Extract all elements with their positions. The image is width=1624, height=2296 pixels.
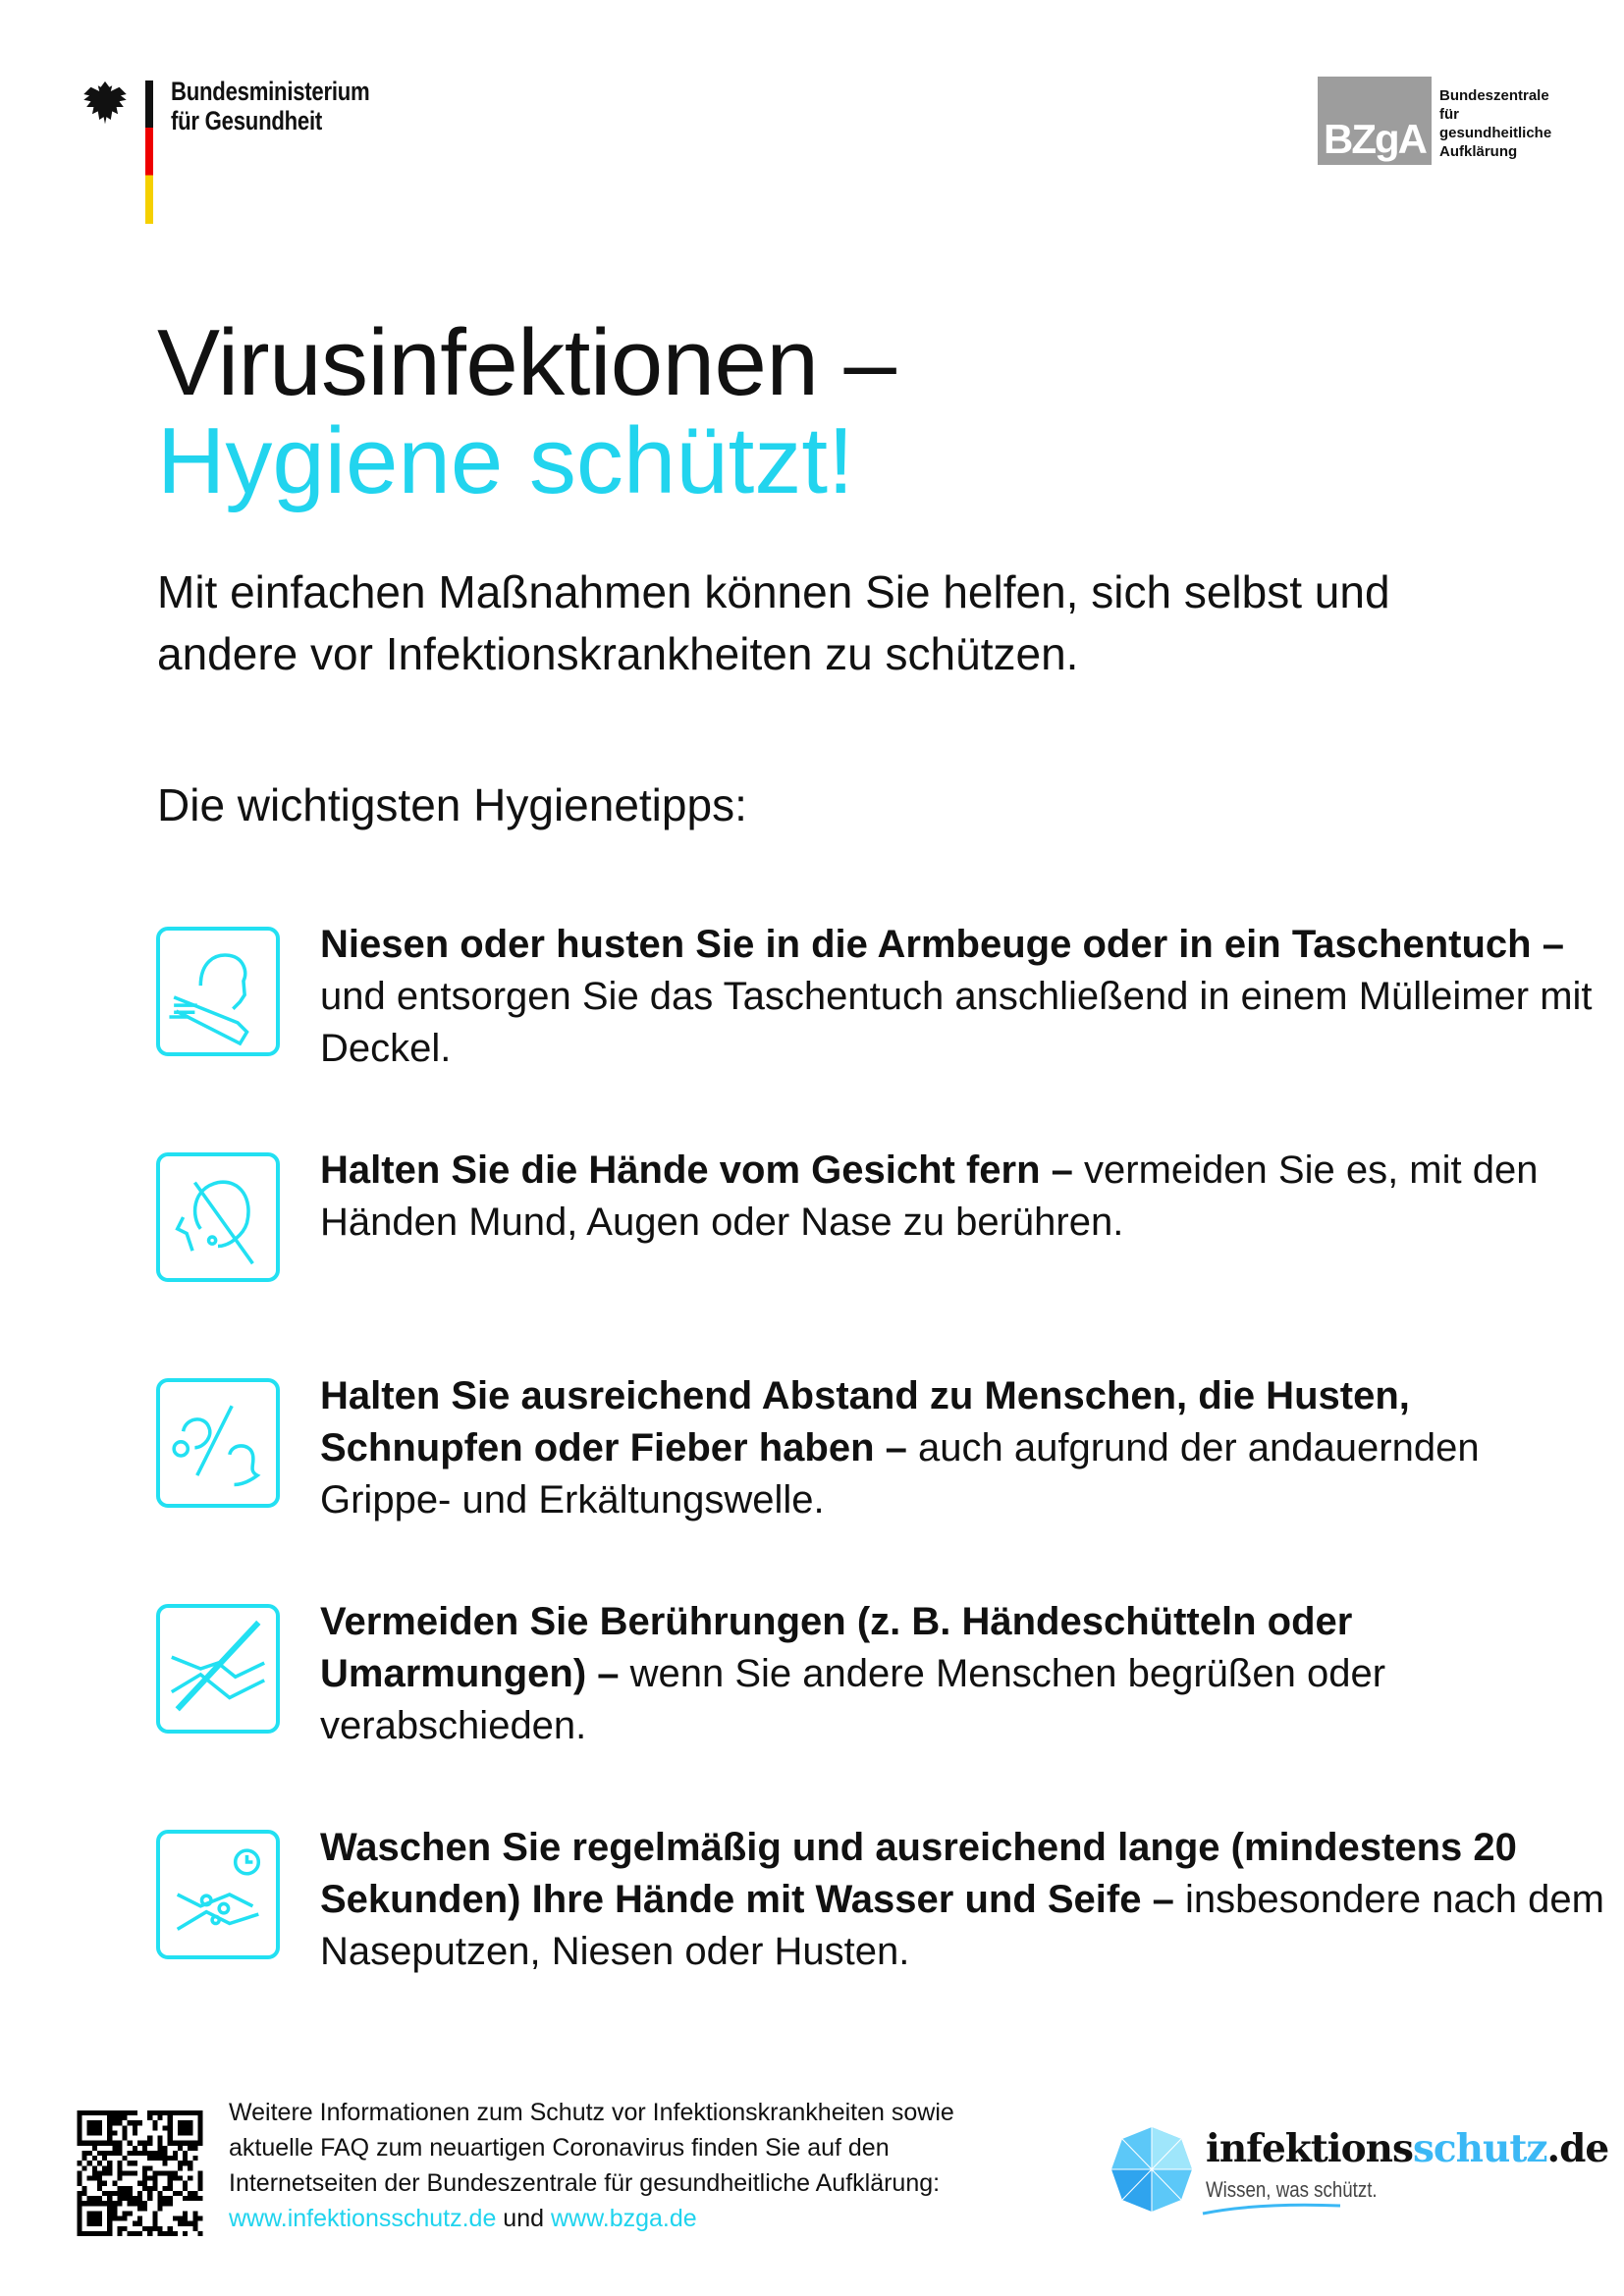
footer-text: Weitere Informationen zum Schutz vor Infektionskrankheiten sowie aktuelle FAQ zum neuartigen Coronavirus finden Sie auf den Internetseiten der Bundeszentrale für gesundheitliche Aufklärung: [229,2099,954,2197]
link-infektionsschutz[interactable]: www.infektionsschutz.de [229,2205,497,2232]
tip-item [156,1148,1539,1290]
tip-item [156,1826,1604,1973]
bzga-line: Aufklärung [1439,143,1518,160]
tip-item [156,1600,1531,1747]
link-bzga[interactable]: www.bzga.de [550,2205,697,2232]
bmg-line1: Bundesministerium [171,77,370,106]
title-line2: Hygiene schützt! [157,408,854,513]
keep-distance-icon [156,1378,280,1508]
bzga-logo-text [1439,86,1551,161]
bzga-line: gesundheitliche [1439,125,1552,141]
bzga-line: Bundeszentrale [1439,87,1549,104]
bzga-line: für [1439,106,1459,123]
tip-item [156,923,1593,1070]
logo-tagline: Wissen, was schützt. [1206,2177,1378,2202]
infektionsschutz-wordmark: infektionsschutz.de [1206,2126,1609,2171]
federal-eagle-icon [77,79,134,135]
bmg-logo-text [171,77,370,135]
tip-text: Halten Sie die Hände vom Gesicht fern – vermeiden Sie es, mit den Händen Mund, Augen oder Nase zu berühren. [320,1148,1539,1244]
umbrella-icon [1108,2125,1196,2214]
footer-and: und [496,2205,551,2232]
no-face-touch-icon [156,1152,280,1282]
bzga-mark: BZgA [1324,116,1426,162]
bzga-logo [1318,77,1432,165]
tip-text: Waschen Sie regelmäßig und ausreichend lange (mindestens 20 Sekunden) Ihre Hände mit Wasser und Seife – insbesondere nach dem Naseputzen, Niesen oder Husten. [320,1826,1604,1973]
tip-text: Niesen oder husten Sie in die Armbeuge oder in ein Taschentuch – und entsorgen Sie das Taschentuch anschließend in einem Mülleimer mit Deckel. [320,923,1593,1070]
tip-item [156,1374,1531,1522]
title-line1: Virusinfektionen – [157,310,896,415]
intro-text: Mit einfachen Maßnahmen können Sie helfen, sich selbst und andere vor Infektionskrankheiten zu schützen. [157,566,1390,679]
german-flag-stripe [145,80,153,224]
tips-heading: Die wichtigsten Hygienetipps: [157,779,747,830]
qr-code[interactable] [77,2110,203,2236]
tip-text: Halten Sie ausreichend Abstand zu Menschen, die Husten, Schnupfen oder Fieber haben – auch aufgrund der andauernden Grippe- und Erkältungswelle. [320,1374,1480,1522]
sneeze-elbow-icon [156,927,280,1056]
hand-washing-icon [156,1830,280,1959]
footer-info [229,2095,1044,2236]
tip-text: Vermeiden Sie Berührungen (z. B. Händeschütteln oder Umarmungen) – wenn Sie andere Menschen begrüßen oder verabschieden. [320,1600,1386,1747]
no-handshake-icon [156,1604,280,1734]
bmg-line2: für Gesundheit [171,106,323,135]
